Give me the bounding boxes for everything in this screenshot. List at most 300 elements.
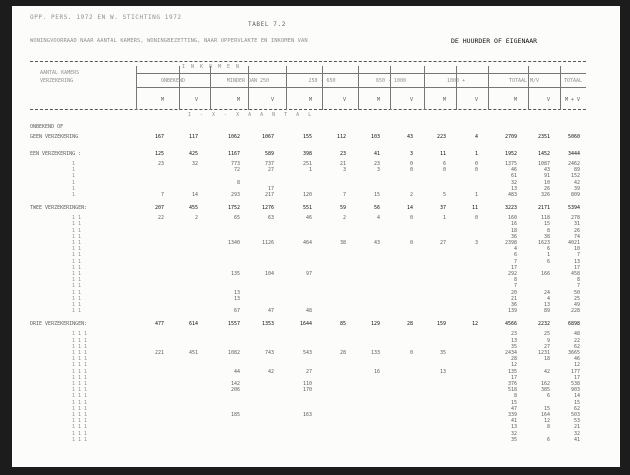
row-label: 1 1 1: [72, 343, 88, 350]
table-cell: 65: [233, 215, 240, 222]
row-label: 1: [72, 179, 76, 186]
column-header: MINDER DAN 250: [226, 78, 270, 84]
table-cell: 13: [233, 289, 240, 296]
table-cell: 8: [236, 179, 240, 186]
table-cell: 2351: [537, 134, 550, 140]
table-cell: 5394: [567, 205, 580, 212]
column-rule: [179, 66, 180, 110]
table-cell: 11: [439, 151, 446, 157]
table-cell: 35: [510, 436, 517, 443]
row-label: 1 1 1: [72, 368, 88, 375]
sex-label: V: [194, 97, 198, 103]
table-cell: 9: [546, 337, 550, 344]
sex-label: M: [160, 97, 164, 103]
table-cell: 41: [573, 436, 580, 443]
row-label: 1 1 1: [72, 387, 88, 394]
table-cell: 17: [510, 264, 517, 271]
table-cell: 142: [230, 381, 240, 387]
row-label: DRIE VERZEKERINGEN:: [30, 321, 88, 328]
row-label: 1 1: [72, 295, 82, 302]
table-cell: 0: [442, 167, 446, 174]
table-cell: 0: [409, 240, 413, 246]
column-rule: [286, 66, 287, 110]
row-label: 1 1 1: [72, 374, 88, 381]
table-cell: 2171: [537, 205, 550, 212]
table-cell: 6: [442, 161, 446, 167]
table-cell: 91: [543, 173, 550, 180]
table-cell: 97: [305, 271, 312, 277]
table-cell: 133: [370, 350, 380, 356]
table-cell: 43: [373, 240, 380, 246]
table-cell: 17: [573, 374, 580, 381]
table-cell: 22: [573, 337, 580, 344]
table-cell: 177: [570, 368, 580, 375]
table-cell: 1375: [504, 161, 517, 167]
table-cell: 163: [302, 412, 312, 418]
table-cell: 159: [436, 321, 446, 328]
table-cell: 743: [264, 350, 274, 356]
table-cell: 1082: [227, 350, 240, 356]
unit-row: I - X - X A A N T A L: [188, 112, 315, 118]
table-cell: 167: [154, 134, 164, 140]
sex-label: M: [442, 97, 446, 103]
table-cell: 4: [513, 246, 517, 253]
table-cell: 43: [543, 167, 550, 174]
table-cell: 0: [474, 167, 478, 174]
table-cell: 7: [160, 192, 164, 198]
table-cell: 13: [573, 258, 580, 265]
table-cell: 17: [267, 185, 274, 192]
table-cell: 376: [507, 381, 517, 387]
column-header: 250 - 650: [308, 78, 336, 84]
table-cell: 50: [573, 289, 580, 296]
sex-label: M + V: [564, 97, 580, 103]
table-cell: 22: [157, 215, 164, 222]
table-cell: 773: [230, 161, 240, 167]
table-cell: 2434: [504, 350, 517, 356]
column-header: 1000 +: [446, 78, 466, 84]
row-label: 1 1 1: [72, 356, 88, 363]
table-cell: 6: [546, 258, 550, 265]
table-cell: 135: [230, 271, 240, 277]
table-cell: 1353: [261, 321, 274, 328]
table-cell: 1: [308, 167, 312, 174]
stub-header-line2: VERZEKERING: [40, 78, 74, 84]
sex-label: V: [409, 97, 413, 103]
table-cell: 21: [510, 295, 517, 302]
sex-label: M: [513, 97, 517, 103]
table-cell: 1557: [227, 321, 240, 328]
table-cell: 3444: [567, 151, 580, 157]
table-cell: 455: [188, 205, 198, 212]
table-cell: 20: [510, 289, 517, 296]
scanned-document-page: [12, 6, 620, 467]
column-rule: [136, 66, 137, 110]
table-cell: 166: [540, 271, 550, 277]
table-cell: 551: [302, 205, 312, 212]
table-cell: 62: [573, 405, 580, 412]
table-cell: 129: [370, 321, 380, 328]
table-cell: 38: [339, 240, 346, 246]
table-cell: 28: [339, 350, 346, 356]
table-cell: 27: [267, 167, 274, 174]
table-cell: 0: [474, 161, 478, 167]
table-cell: 18: [510, 227, 517, 234]
table-cell: 170: [302, 387, 312, 394]
table-cell: 339: [507, 412, 517, 418]
row-label: 1 1 1: [72, 405, 88, 412]
table-cell: 42: [267, 368, 274, 375]
sex-label: V: [270, 97, 274, 103]
row-label: 1: [72, 167, 76, 174]
sex-label: V: [474, 97, 478, 103]
column-rule: [322, 66, 323, 110]
row-label: 1 1: [72, 271, 82, 277]
table-cell: 72: [233, 167, 240, 174]
table-cell: 36: [510, 233, 517, 240]
table-cell: 1231: [537, 350, 550, 356]
table-cell: 15: [510, 399, 517, 406]
table-cell: 1452: [537, 151, 550, 157]
table-cell: 89: [573, 167, 580, 174]
row-label: 1 1: [72, 258, 82, 265]
table-cell: 4: [376, 215, 380, 222]
table-number: TABEL 7.2: [248, 21, 286, 28]
table-cell: 12: [543, 418, 550, 425]
row-label: 1 1 1: [72, 381, 88, 387]
table-cell: 614: [188, 321, 198, 328]
table-cell: 6: [513, 252, 517, 259]
table-cell: 15: [543, 221, 550, 228]
row-label: 1 1 1: [72, 436, 88, 443]
row-label: 1 1: [72, 233, 82, 240]
row-label: 1 1: [72, 215, 82, 222]
table-cell: 155: [302, 134, 312, 140]
column-header: ONBEKEND: [160, 78, 186, 84]
table-cell: 104: [264, 271, 274, 277]
table-cell: 10: [543, 179, 550, 186]
table-cell: 903: [570, 387, 580, 394]
table-cell: 8: [546, 424, 550, 431]
row-label: 1: [72, 173, 76, 180]
table-cell: 458: [570, 271, 580, 277]
table-cell: 292: [507, 271, 517, 277]
table-cell: 503: [570, 412, 580, 418]
table-cell: 14: [573, 393, 580, 400]
sex-label: M: [308, 97, 312, 103]
table-cell: 4021: [567, 240, 580, 246]
table-cell: 1644: [299, 321, 312, 328]
table-cell: 13: [543, 302, 550, 308]
table-cell: 464: [302, 240, 312, 246]
table-cell: 3: [474, 240, 478, 246]
table-cell: 32: [573, 430, 580, 437]
sex-label: V: [342, 97, 346, 103]
table-cell: 385: [540, 387, 550, 394]
table-cell: 223: [436, 134, 446, 140]
table-cell: 0: [409, 215, 413, 222]
table-cell: 21: [573, 424, 580, 431]
row-label: 1 1 1: [72, 418, 88, 425]
table-cell: 17: [510, 374, 517, 381]
table-cell: 42: [543, 368, 550, 375]
table-cell: 23: [373, 161, 380, 167]
row-label: GEEN VERZEKERING: [30, 134, 79, 140]
header-rule: [136, 87, 586, 88]
table-cell: 110: [302, 381, 312, 387]
table-cell: 21: [339, 161, 346, 167]
row-label: 1: [72, 192, 76, 198]
table-cell: 326: [540, 192, 550, 198]
table-cell: 4566: [504, 321, 517, 328]
column-rule: [488, 66, 489, 110]
stub-header-line1: AANTAL KAMERS: [40, 70, 80, 76]
column-rule: [424, 66, 425, 110]
table-cell: 1067: [261, 134, 274, 140]
table-cell: 35: [439, 350, 446, 356]
table-cell: 117: [188, 134, 198, 140]
table-cell: 8: [576, 277, 580, 284]
table-cell: 6: [546, 246, 550, 253]
table-cell: 16: [373, 368, 380, 375]
table-cell: 62: [573, 343, 580, 350]
table-cell: 31: [573, 221, 580, 228]
table-cell: 4: [474, 134, 478, 140]
table-cell: 0: [474, 215, 478, 222]
row-label: 1 1 1: [72, 399, 88, 406]
table-cell: 251: [302, 161, 312, 167]
table-cell: 425: [188, 151, 198, 157]
row-label: 1 1 1: [72, 430, 88, 437]
table-cell: 1: [546, 252, 550, 259]
row-label: 1 1: [72, 252, 82, 259]
column-header: TOTAAL: [563, 78, 583, 84]
column-rule: [456, 66, 457, 110]
row-label: 1: [72, 185, 76, 192]
table-cell: 0: [409, 161, 413, 167]
table-cell: 46: [305, 215, 312, 222]
table-cell: 185: [230, 412, 240, 418]
header-bottom-rule: [30, 109, 586, 110]
table-cell: 36: [510, 302, 517, 308]
table-cell: 112: [336, 134, 346, 140]
table-cell: 13: [510, 337, 517, 344]
table-cell: 6: [546, 436, 550, 443]
table-cell: 37: [439, 205, 446, 212]
row-label: 1 1 1: [72, 393, 88, 400]
table-title: WONINGVOORRAAD NAAR AANTAL KAMERS, WONINGBEZETTING, NAAR OPPERVLAKTE EN INKOMEN VAN: [30, 38, 308, 44]
table-cell: 164: [540, 412, 550, 418]
table-cell: 6: [546, 393, 550, 400]
table-cell: 41: [373, 151, 380, 157]
table-cell: 67: [233, 308, 240, 315]
table-cell: 207: [154, 205, 164, 212]
column-rule: [528, 66, 529, 110]
table-cell: 160: [507, 215, 517, 222]
table-cell: 1340: [227, 240, 240, 246]
row-label: TWEE VERZEKERINGEN:: [30, 205, 88, 212]
table-cell: 1276: [261, 205, 274, 212]
table-cell: 27: [305, 368, 312, 375]
table-cell: 139: [507, 308, 517, 315]
table-cell: 398: [302, 151, 312, 157]
row-label: 1 1: [72, 246, 82, 253]
table-cell: 3: [342, 167, 346, 174]
table-cell: 809: [570, 192, 580, 198]
table-cell: 24: [543, 289, 550, 296]
table-cell: 32: [510, 430, 517, 437]
table-cell: 27: [439, 240, 446, 246]
table-cell: 63: [267, 215, 274, 222]
table-cell: 39: [573, 185, 580, 192]
table-cell: 5: [442, 192, 446, 198]
table-cell: 7: [342, 192, 346, 198]
table-cell: 74: [573, 233, 580, 240]
table-cell: 47: [510, 405, 517, 412]
table-cell: 42: [573, 179, 580, 186]
table-cell: 228: [570, 308, 580, 315]
table-cell: 38: [543, 233, 550, 240]
table-cell: 451: [188, 350, 198, 356]
table-cell: 28: [510, 356, 517, 363]
table-cell: 135: [507, 368, 517, 375]
table-cell: 89: [543, 308, 550, 315]
sex-label: V: [546, 97, 550, 103]
table-cell: 7: [576, 283, 580, 290]
table-cell: 538: [570, 381, 580, 387]
table-cell: 3: [409, 151, 413, 157]
table-cell: 162: [540, 381, 550, 387]
table-cell: 1752: [227, 205, 240, 212]
table-cell: 15: [573, 399, 580, 406]
table-cell: 43: [406, 134, 413, 140]
table-cell: 13: [439, 368, 446, 375]
table-cell: 3223: [504, 205, 517, 212]
band-rule: [136, 73, 586, 74]
column-rule: [248, 66, 249, 110]
table-cell: 13: [510, 424, 517, 431]
table-cell: 125: [154, 151, 164, 157]
row-label: 1 1 1: [72, 362, 88, 369]
table-cell: 13: [510, 185, 517, 192]
table-cell: 12: [510, 362, 517, 369]
row-label: 1 1: [72, 221, 82, 228]
table-cell: 8: [513, 393, 517, 400]
table-cell: 103: [370, 134, 380, 140]
table-cell: 14: [406, 205, 413, 212]
table-cell: 118: [540, 215, 550, 222]
row-label: EEN VERZEKERING :: [30, 151, 82, 157]
table-cell: 543: [302, 350, 312, 356]
table-cell: 7: [513, 283, 517, 290]
column-header: TOTAAL M/V: [508, 78, 540, 84]
table-cell: 2709: [504, 134, 517, 140]
row-label: 1 1: [72, 264, 82, 271]
row-label: ONBEKEND OF: [30, 124, 64, 130]
row-label: 1 1: [72, 302, 82, 308]
table-cell: 8: [546, 227, 550, 234]
row-label: 1 1: [72, 283, 82, 290]
table-cell: 1: [474, 192, 478, 198]
row-label: 1 1 1: [72, 350, 88, 356]
table-cell: 2: [342, 215, 346, 222]
table-cell: 152: [570, 173, 580, 180]
table-cell: 23: [339, 151, 346, 157]
table-cell: 23: [157, 161, 164, 167]
table-cell: 85: [339, 321, 346, 328]
table-cell: 477: [154, 321, 164, 328]
table-title-highlight: DE HUURDER OF EIGENAAR: [451, 37, 538, 45]
table-cell: 1062: [227, 134, 240, 140]
table-cell: 15: [543, 405, 550, 412]
table-cell: 25: [543, 331, 550, 338]
table-cell: 35: [510, 343, 517, 350]
column-rule: [358, 66, 359, 110]
table-cell: 2398: [504, 240, 517, 246]
table-cell: 589: [264, 151, 274, 157]
table-cell: 8: [513, 277, 517, 284]
table-cell: 59: [339, 205, 346, 212]
table-cell: 53: [573, 418, 580, 425]
column-rule: [560, 66, 561, 110]
table-cell: 518: [507, 387, 517, 394]
table-cell: 41: [510, 418, 517, 425]
header-line: OPP. PERS. 1972 EN W. STICHTING 1972: [30, 14, 182, 21]
table-cell: 12: [573, 362, 580, 369]
table-cell: 7: [576, 252, 580, 259]
row-label: 1 1 1: [72, 337, 88, 344]
table-cell: 217: [264, 192, 274, 198]
table-cell: 47: [267, 308, 274, 315]
table-cell: 0: [409, 350, 413, 356]
table-cell: 2462: [567, 161, 580, 167]
table-cell: 44: [233, 368, 240, 375]
table-cell: 16: [510, 221, 517, 228]
table-cell: 0: [409, 167, 413, 174]
table-cell: 483: [507, 192, 517, 198]
table-cell: 23: [510, 331, 517, 338]
table-cell: 1167: [227, 151, 240, 157]
table-cell: 15: [373, 192, 380, 198]
table-cell: 48: [573, 331, 580, 338]
table-cell: 25: [573, 295, 580, 302]
table-cell: 12: [471, 321, 478, 328]
row-label: 1 1 1: [72, 331, 88, 338]
table-cell: 1: [474, 151, 478, 157]
table-cell: 11: [471, 205, 478, 212]
table-cell: 221: [154, 350, 164, 356]
row-label: 1 1: [72, 227, 82, 234]
table-cell: 26: [543, 185, 550, 192]
table-cell: 1087: [537, 161, 550, 167]
table-cell: 46: [573, 356, 580, 363]
table-cell: 32: [510, 179, 517, 186]
sex-label: M: [376, 97, 380, 103]
table-cell: 2: [194, 215, 198, 222]
table-cell: 3: [376, 167, 380, 174]
table-cell: 56: [373, 205, 380, 212]
table-cell: 17: [573, 264, 580, 271]
table-cell: 46: [510, 167, 517, 174]
table-cell: 293: [230, 192, 240, 198]
table-cell: 27: [543, 343, 550, 350]
row-label: 1 1 1: [72, 424, 88, 431]
column-rule: [210, 66, 211, 110]
table-cell: 61: [510, 173, 517, 180]
table-cell: 28: [406, 321, 413, 328]
column-rule: [390, 66, 391, 110]
table-cell: 3665: [567, 350, 580, 356]
